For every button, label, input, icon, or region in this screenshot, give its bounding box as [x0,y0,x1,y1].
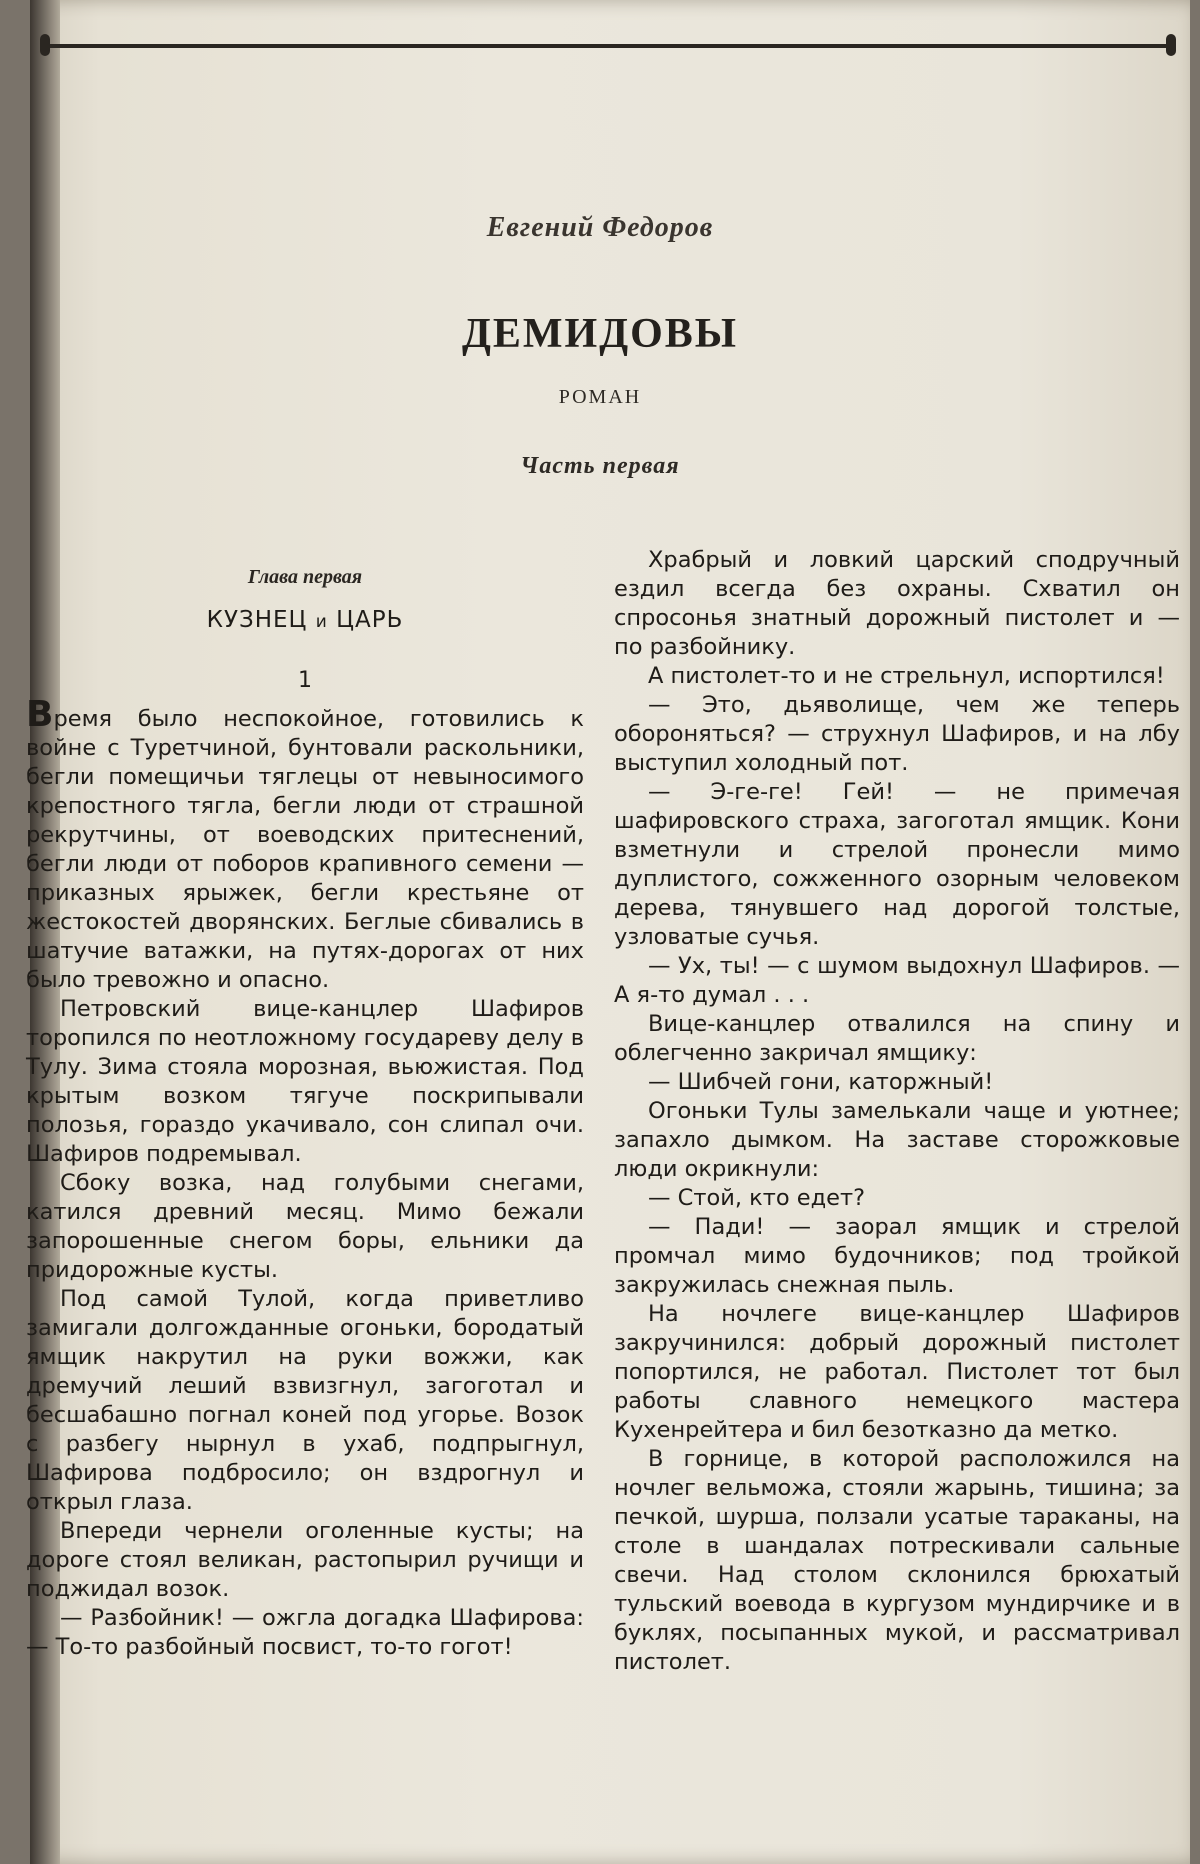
paragraph: — Это, дьяволище, чем же теперь обороняться? — струхнул Шафиров, и на лбу выступил холодный пот. [614,692,1180,776]
chapter-label: Глава первая [247,566,363,588]
left-column [26,694,584,1662]
author-name: Евгений Федоров [486,212,714,243]
paragraph: — Стой, кто едет? [648,1185,866,1211]
paragraph: Огоньки Тулы замелькали чаще и уютнее; запахло дымком. На заставе сторожковые люди окрикнули: [614,1098,1180,1182]
paragraph: — Разбойник! — ожгла догадка Шафирова: — То-то разбойный посвист, то-то гогот! [26,1605,584,1660]
part-heading: Часть первая [520,453,680,479]
paragraph: На ночлеге вице-канцлер Шафиров закручинился: добрый дорожный пистолет попортился, не работал. Пистолет тот был работы славного немецкого мастера Кухенрейтера и бил безотказно да метко. [614,1301,1180,1443]
paragraph: — Пади! — заорал ямщик и стрелой промчал мимо будочников; под тройкой закружилась снежная пыль. [614,1214,1180,1298]
paragraph: Впереди чернели оголенные кусты; на дороге стоял великан, растопырил ручищи и поджидал возок. [26,1518,584,1602]
top-rule-ornament-left [40,34,50,56]
paragraph: Петровский вице-канцлер Шафиров торопился по неотложному государеву делу в Тулу. Зима стояла морозная, вьюжистая. Под крытым возком тягуче поскрипывали полозья, гораздо укачивало, сон слипал очи. Шафиров подремывал. [26,996,584,1167]
chapter-title [26,607,584,633]
paragraph: — Э-ге-ге! Гей! — не примечая шафировского страха, загоготал ямщик. Кони взметнули и стрелой пронесли мимо дуплистого, сожженного озорным человеком дерева, тянувшего над дорогой толстые, узловатые сучья. [614,779,1180,950]
book-title: ДЕМИДОВЫ [461,311,739,357]
right-column [614,546,1180,1677]
paragraph: — Шибчей гони, каторжный! [648,1069,994,1095]
paragraph-text: ремя было неспокойное, готовились к войне с Туретчиной, бунтовали раскольники, бегли помещичьи тяглецы от невыносимого крепостного тягла, бегли люди от страшной рекрутчины, от воеводских притеснений, бегли люди от поборов крапивного семени — приказных ярыжек, бегли крестьяне от жестокостей дворянских. Беглые сбивались в шатучие ватажки, на путях-дорогах от них было тревожно и опасно. [26,706,584,993]
paragraph [26,694,584,995]
paragraph: В горнице, в которой расположился на ночлег вельможа, стояли жарынь, тишина; за печкой, шурша, ползали усатые тараканы, на столе в шандалах потрескивали сальные свечи. Над столом склонился брюхатый тульский воевода в кургузом мундирчике и в буклях, посыпанных мукой, и рассматривал пистолет. [614,1446,1180,1675]
paragraph: Храбрый и ловкий царский сподручный ездил всегда без охраны. Схватил он спросонья знатный дорожный пистолет и — по разбойнику. [614,547,1180,660]
top-rule-ornament-right [1166,34,1176,56]
paragraph: — Ух, ты! — с шумом выдохнул Шафиров. — А я-то думал . . . [614,953,1180,1008]
drop-cap: В [26,694,54,735]
paragraph: Вице-канцлер отвалился на спину и облегченно закричал ямщику: [614,1011,1180,1066]
top-rule [44,44,1170,48]
genre-label: РОМАН [558,386,642,408]
chapter-title-part-b: ЦАРЬ [336,607,404,633]
paragraph: А пистолет-то и не стрельнул, испортился! [648,663,1165,689]
chapter-title-part-a: КУЗНЕЦ [206,607,308,633]
paragraph: Под самой Тулой, когда приветливо замигали долгожданные огоньки, бородатый ямщик накрутил на руки вожжи, как дремучий леший взвизгнул, загоготал и бесшабашно погнал коней под угорье. Возок с разбегу нырнул в ухаб, подпрыгнул, Шафирова подбросило; он вздрогнул и открыл глаза. [26,1286,584,1515]
paragraph: Сбоку возка, над голубыми снегами, катился древний месяц. Мимо бежали запорошенные снегом боры, ельники да придорожные кусты. [26,1170,584,1283]
chapter-title-conjunction: и [315,612,328,632]
section-number: 1 [298,668,312,693]
